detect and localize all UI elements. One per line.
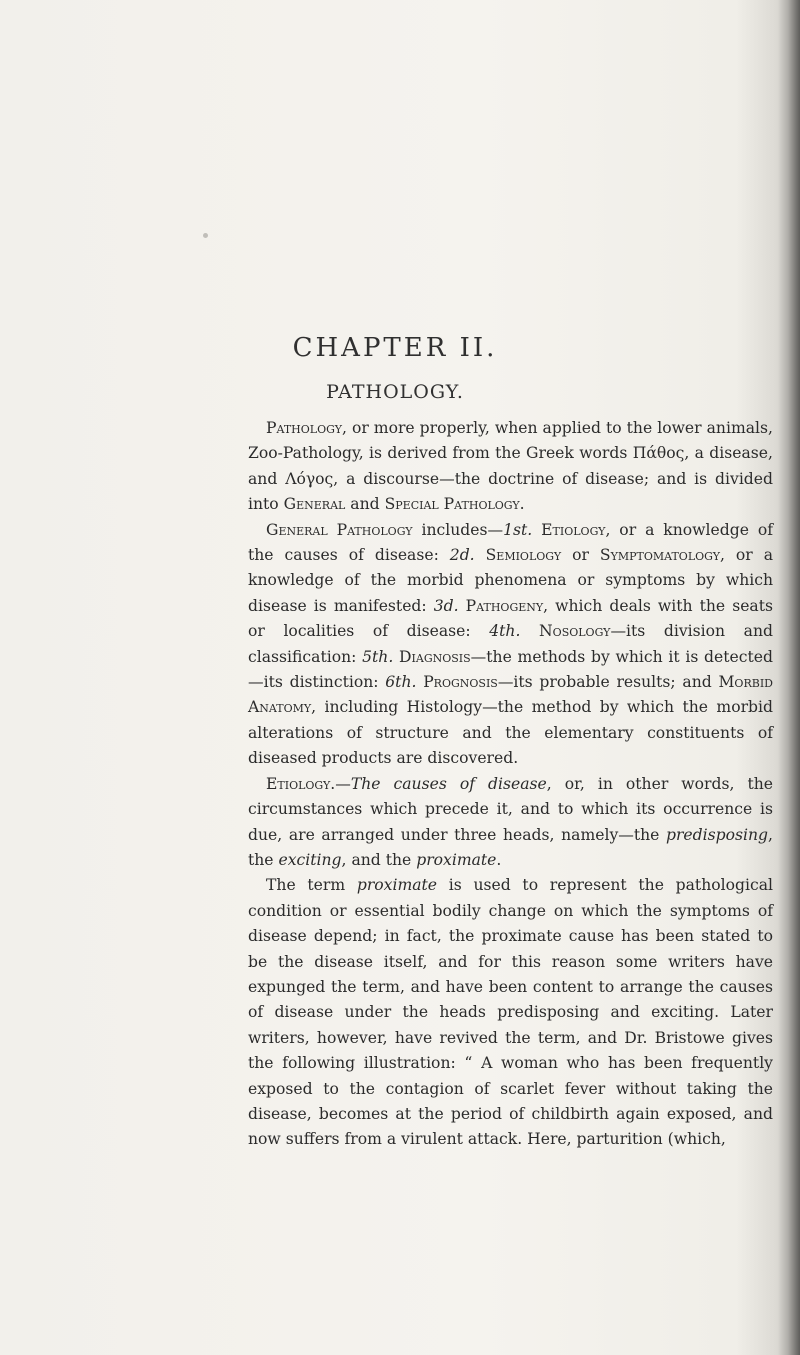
page-edge-shadow — [778, 0, 800, 1355]
term-general: General — [283, 495, 346, 514]
ordinal-4th: 4th. — [489, 622, 521, 641]
paragraph-definition — [248, 416, 773, 518]
term-special-pathology: Special Pathology — [384, 495, 520, 514]
paragraph-proximate — [248, 873, 773, 1152]
text-segment: , and the — [341, 850, 417, 869]
ordinal-6th: 6th. — [385, 673, 417, 692]
text-segment: , or a knowledge of the causes of disease: — [248, 520, 773, 565]
text-segment: , the — [248, 825, 773, 869]
text-segment: , or a knowledge of the morbid phenomena or symptoms by which disease is manifested: — [248, 546, 773, 615]
text-segment: and — [345, 495, 385, 514]
term-general-pathology: General Pathology — [266, 520, 413, 539]
text-segment — [532, 521, 541, 539]
term-etiology: Etiology — [541, 520, 606, 539]
text-segment: —the methods by which it is detected—its distinction: — [248, 647, 773, 692]
text-segment — [475, 546, 486, 564]
term-exciting: exciting — [278, 850, 342, 869]
text-segment: , a disease, and — [248, 444, 773, 488]
text-segment: , including Histology—the method by which the morbid alterations of structure and the elementary constituents of diseased products are discovered. — [248, 698, 773, 768]
text-segment: .— — [330, 774, 351, 793]
text-segment: . — [519, 495, 525, 514]
ordinal-3d: 3d. — [433, 596, 459, 615]
term-pathogeny: Pathogeny — [465, 596, 544, 615]
section-title: PATHOLOGY. — [326, 381, 464, 403]
term-proximate: proximate — [416, 850, 497, 869]
text-segment: , a discourse—the doctrine of disease; and is divided into — [248, 469, 774, 514]
term-prognosis: Prognosis — [423, 673, 498, 692]
term-etiology-heading: Etiology — [266, 774, 331, 793]
body-text — [248, 416, 773, 1153]
term-morbid-anatomy: Morbid Anatomy — [248, 673, 773, 717]
term-semiology: Semiology — [485, 546, 562, 565]
ordinal-2d: 2d. — [449, 546, 475, 565]
chapter-heading: CHAPTER II. — [292, 333, 498, 363]
text-segment: includes— — [412, 520, 504, 539]
text-segment: or — [561, 546, 600, 565]
paragraph-general-pathology — [248, 518, 773, 772]
term-proximate-italic: proximate — [356, 876, 438, 895]
greek-word-pathos: Πάθος — [632, 444, 685, 463]
text-segment: The term — [266, 876, 357, 895]
ordinal-5th: 5th. — [362, 647, 394, 666]
term-nosology: Nosology — [539, 622, 611, 641]
text-segment: —its probable results; and — [497, 673, 719, 692]
text-segment: . — [496, 850, 502, 869]
text-segment: , or, in other words, the circumstances which precede it, and to which its occurrence is due, are arranged under three heads, namely—the — [248, 774, 773, 844]
term-predisposing: predisposing — [666, 825, 769, 844]
ordinal-1st: 1st. — [503, 520, 533, 539]
text-segment — [520, 622, 539, 640]
text-segment — [459, 597, 466, 615]
text-segment: is used to represent the pathological condition or essential bodily change on which the symptoms of disease depend; in fact, the proximate cause has been stated to be the disease itself, and for this reason some writers have expunged the term, and have been content to arrange the causes of disease under the heads predisposing and exciting. Later writers, however, have revived the term, and Dr. Bristowe gives the following illustration: “ A woman who has been frequently exposed to the contagion of scarlet fever without taking the disease, becomes at the period of childbirth again exposed, and now suffers from a virulent attack. Here, parturition (which, — [248, 876, 773, 1149]
phrase-causes-of-disease: The causes of disease — [350, 774, 547, 793]
text-segment: , which deals with the seats or localities of disease: — [248, 596, 773, 641]
text-segment: —its division and classification: — [248, 622, 773, 666]
term-pathology: Pathology — [266, 419, 342, 437]
paragraph-etiology — [248, 772, 773, 874]
text-segment: , or more properly, when applied to the lower animals, Zoo-Pathology, is derived from the Greek words — [248, 419, 773, 463]
term-symptomatology: Symptomatology — [599, 546, 720, 565]
paper-speck — [203, 233, 208, 238]
term-diagnosis: Diagnosis — [399, 647, 471, 666]
greek-word-logos: Λόγος — [285, 469, 334, 488]
